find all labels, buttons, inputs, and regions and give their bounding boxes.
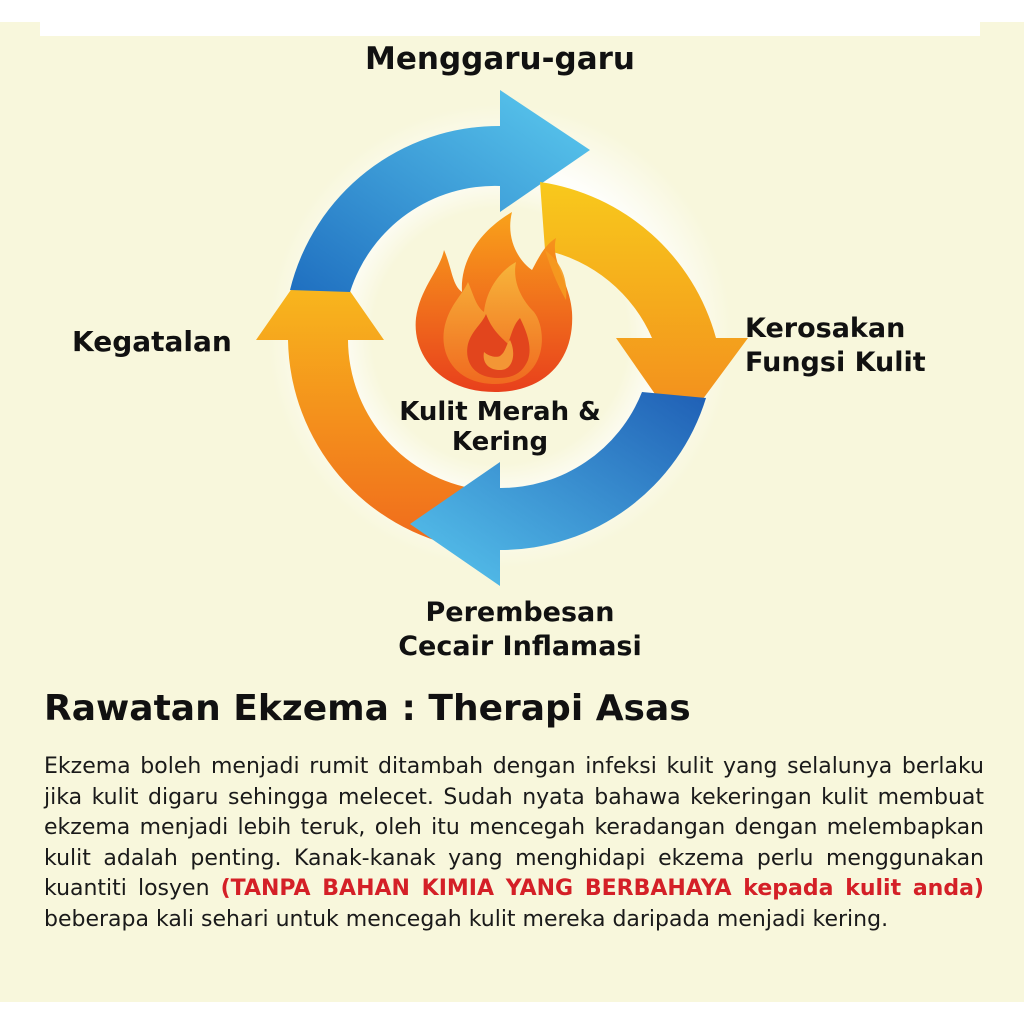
article-title: Rawatan Ekzema : Therapi Asas — [44, 688, 691, 729]
label-center-line1: Kulit Merah & — [399, 397, 601, 427]
label-kerosakan-line1: Kerosakan — [745, 313, 906, 344]
article-body-highlight: (TANPA BAHAN KIMIA YANG BERBAHAYA kepada kulit anda) — [220, 876, 984, 901]
label-kerosakan-line2: Fungsi Kulit — [745, 346, 926, 378]
article-body — [44, 752, 984, 935]
article-body-part2: beberapa kali sehari untuk mencegah kulit mereka daripada menjadi kering. — [44, 906, 889, 932]
label-perembesan-line1: Perembesan — [425, 597, 615, 628]
bottom-white-band — [0, 1002, 1024, 1024]
label-kegatalan: Kegatalan — [72, 325, 232, 358]
label-menggaru: Menggaru-garu — [365, 41, 635, 77]
label-center-line2: Kering — [451, 426, 549, 457]
article-body-part1: Ekzema boleh menjadi rumit ditambah dengan infeksi kulit yang selalunya berlaku jika kulit digaru sehingga melecet. Sudah nyata bahawa kekeringan kulit membuat ekzema menjadi lebih teruk, oleh itu mencegah keradangan dengan melembapkan kulit adalah penting. Kanak-kanak yang menghidapi ekzema perlu menggunakan kuantiti losyen — [44, 754, 984, 901]
label-perembesan — [340, 596, 700, 664]
label-kerosakan — [745, 312, 926, 380]
label-perembesan-line2: Cecair Inflamasi — [398, 630, 642, 662]
label-center — [380, 398, 620, 458]
